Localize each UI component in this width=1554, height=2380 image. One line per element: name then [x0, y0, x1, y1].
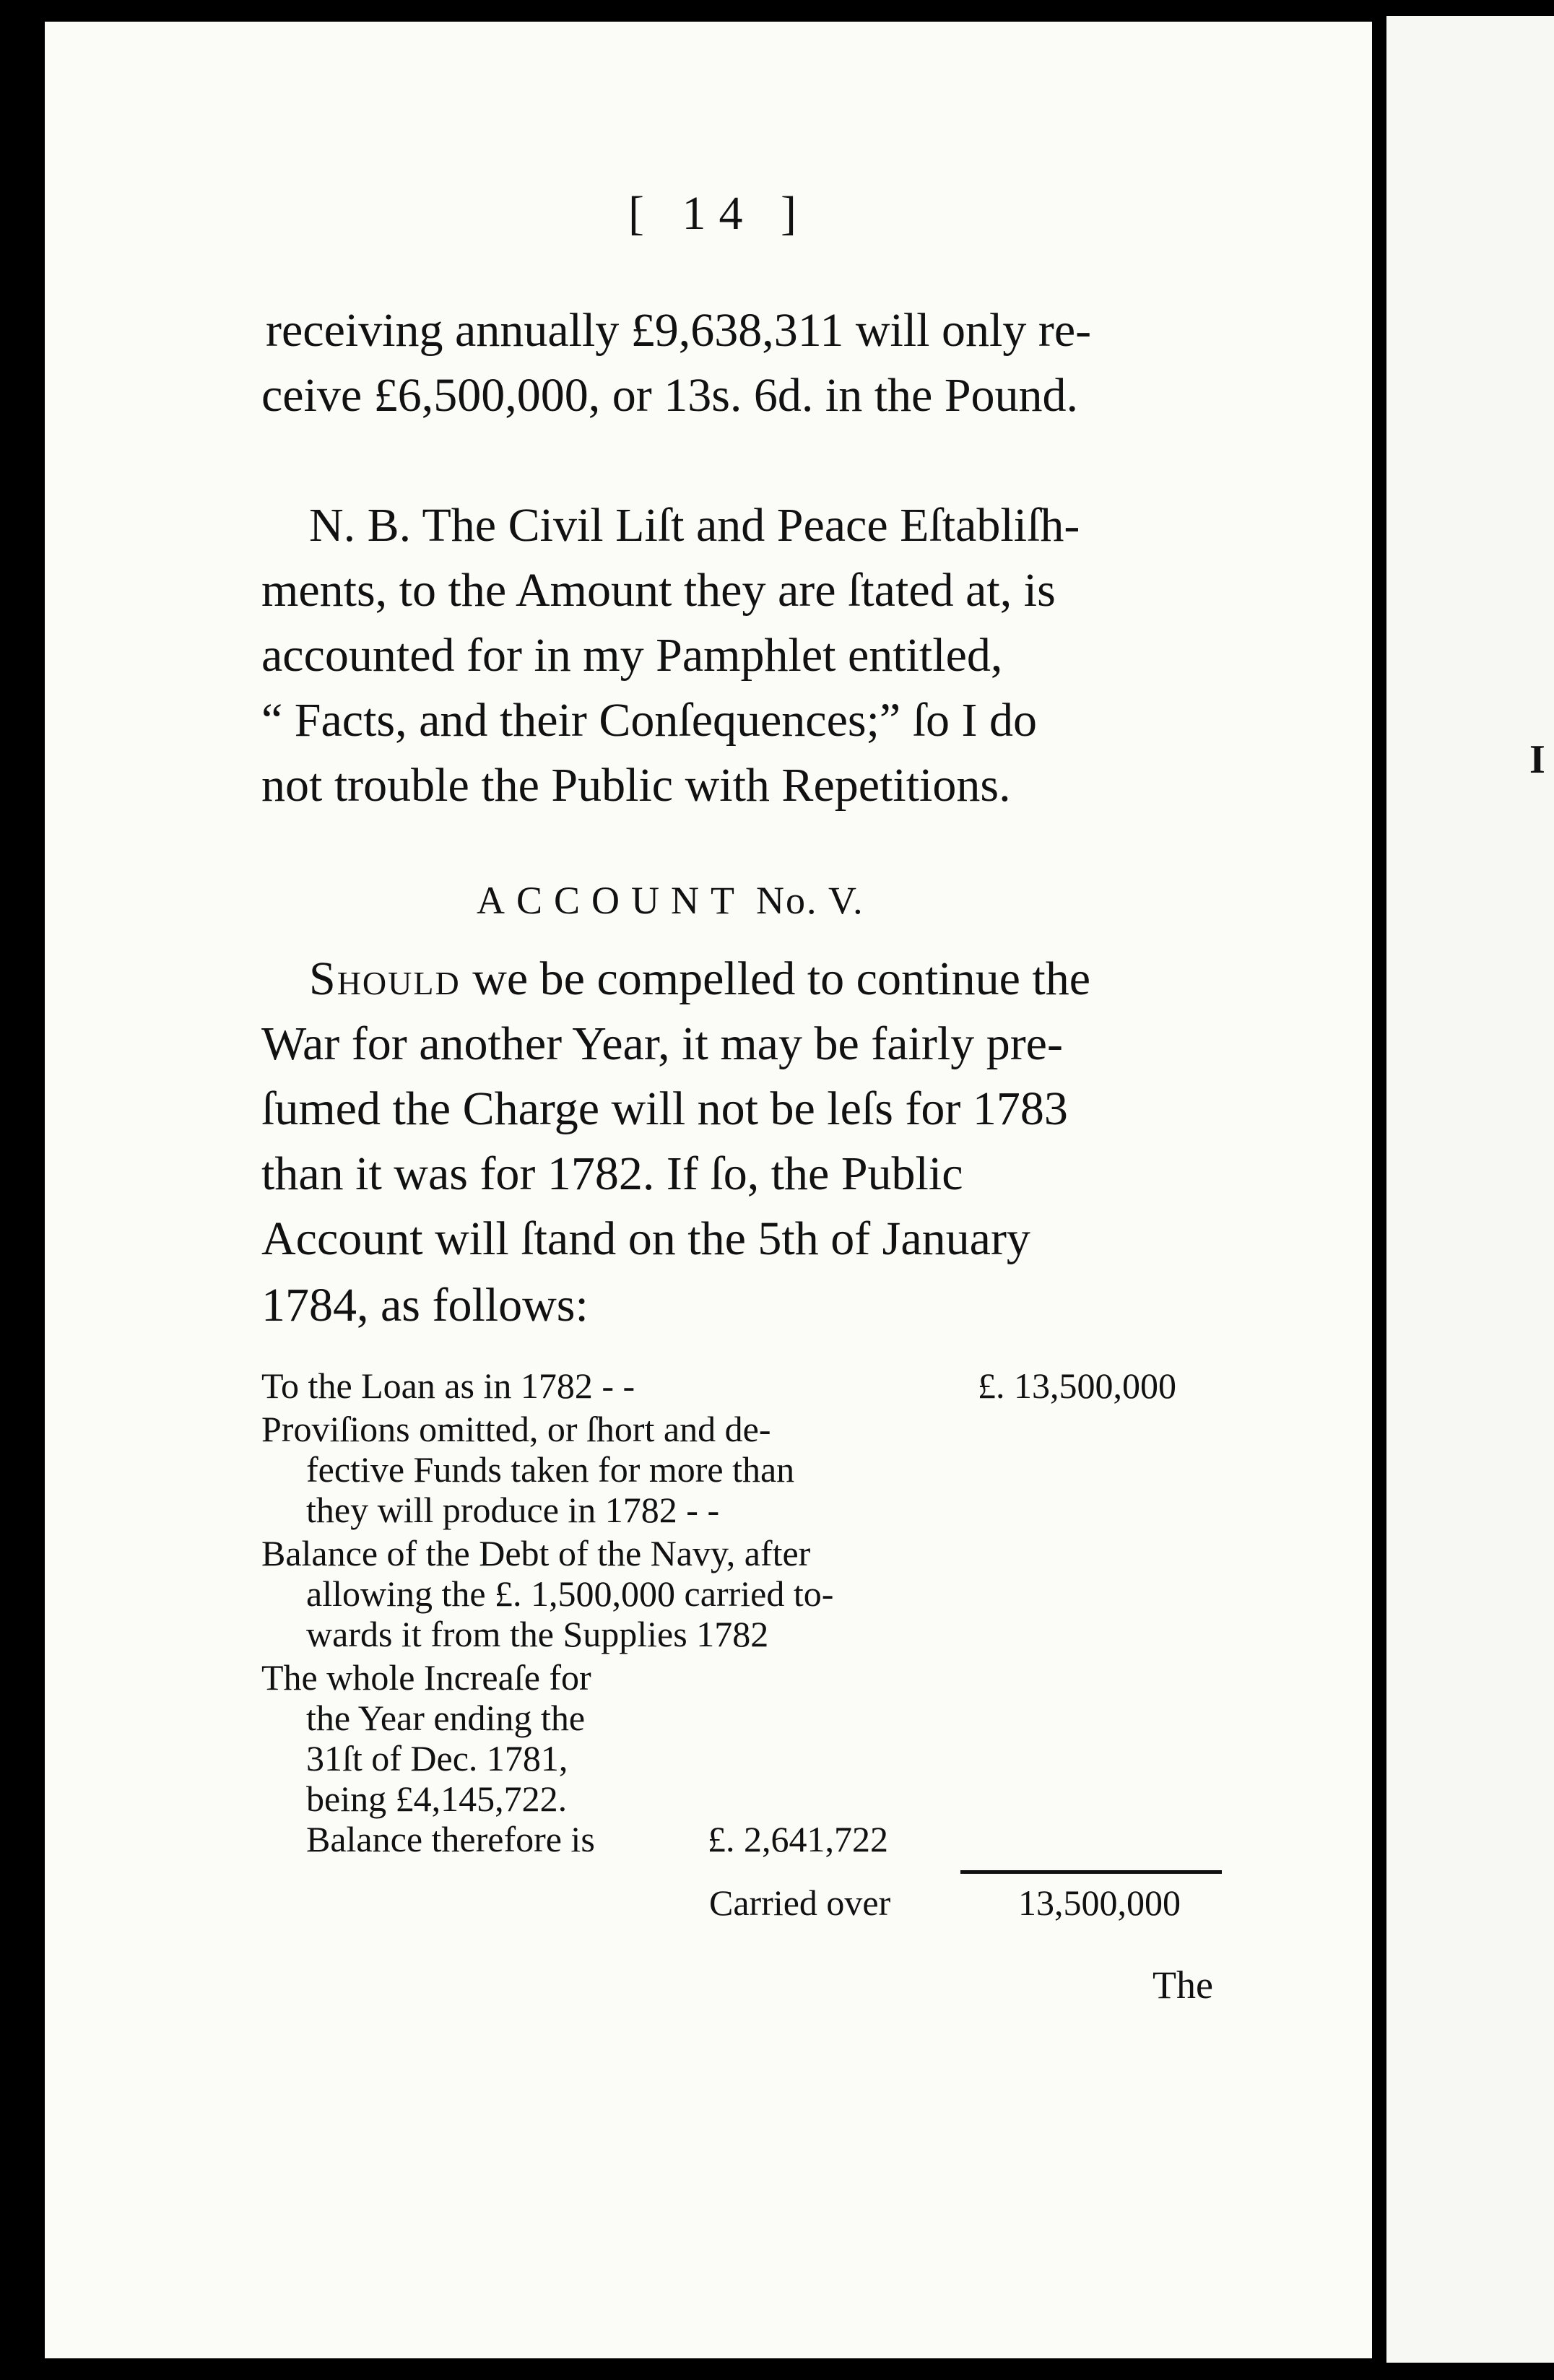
- account-row-provisions: they will produce in 1782 - -: [306, 1490, 720, 1530]
- facing-page-edge: [1386, 16, 1554, 2363]
- catchword: The: [1153, 1963, 1213, 2007]
- section-heading-title: ACCOUNT: [477, 879, 747, 922]
- account-amount-balance: £. 2,641,722: [708, 1819, 888, 1859]
- account-row-navy: allowing the £. 1,500,000 carried to-: [306, 1573, 834, 1614]
- paragraph3-line: ſumed the Charge will not be leſs for 1783: [261, 1082, 1068, 1135]
- paragraph3-first-line: [309, 952, 1090, 1007]
- carried-over-amount: 13,500,000: [1018, 1882, 1181, 1923]
- paragraph3-line: War for another Year, it may be fairly pre-: [261, 1017, 1063, 1070]
- account-row-navy: Balance of the Debt of the Navy, after: [261, 1533, 811, 1573]
- sum-rule: [960, 1870, 1222, 1874]
- account-row-loan: To the Loan as in 1782 - -: [261, 1365, 635, 1406]
- paragraph1-line: ceive £6,500,000, or 13s. 6d. in the Pound.: [261, 369, 1079, 422]
- paragraph1-line: receiving annually £9,638,311 will only re-: [266, 304, 1092, 357]
- page-gutter: [1372, 0, 1386, 2380]
- paragraph2-line: “ Facts, and their Conſequences;” ſo I do: [261, 694, 1038, 747]
- account-row-increase: 31ſt of Dec. 1781,: [306, 1738, 568, 1779]
- paragraph3-line: 1784, as follows:: [261, 1279, 589, 1332]
- account-row-increase: the Year ending the: [306, 1698, 586, 1738]
- account-row-increase: The whole Increaſe for: [261, 1657, 591, 1698]
- paragraph2-line: ments, to the Amount they are ſtated at, is: [261, 564, 1056, 617]
- account-row-provisions: fective Funds taken for more than: [306, 1449, 795, 1490]
- paragraph3-line: Account will ſtand on the 5th of January: [261, 1212, 1030, 1265]
- account-row-provisions: Proviſions omitted, or ſhort and de-: [261, 1409, 771, 1449]
- facing-page-letter: I: [1529, 737, 1545, 782]
- paragraph3-lead-word: Should: [309, 952, 461, 1005]
- section-heading: [477, 878, 864, 923]
- section-heading-number: No. V.: [756, 879, 864, 922]
- account-row-balance: Balance therefore is: [306, 1819, 595, 1859]
- account-row-increase: being £4,145,722.: [306, 1779, 568, 1819]
- account-row-navy: wards it from the Supplies 1782: [306, 1614, 769, 1654]
- carried-over-label: Carried over: [709, 1882, 891, 1923]
- page-header: [ 14 ]: [628, 187, 809, 240]
- paragraph3-line: than it was for 1782. If ſo, the Public: [261, 1147, 963, 1200]
- account-amount-loan: £. 13,500,000: [978, 1365, 1176, 1406]
- paragraph2-line: N. B. The Civil Liſt and Peace Eſtabliſh-: [309, 499, 1080, 552]
- paragraph3-first-line-rest: we be compelled to continue the: [460, 952, 1091, 1005]
- paragraph2-line: not trouble the Public with Repetitions.: [261, 759, 1011, 812]
- paragraph2-line: accounted for in my Pamphlet entitled,: [261, 629, 1003, 682]
